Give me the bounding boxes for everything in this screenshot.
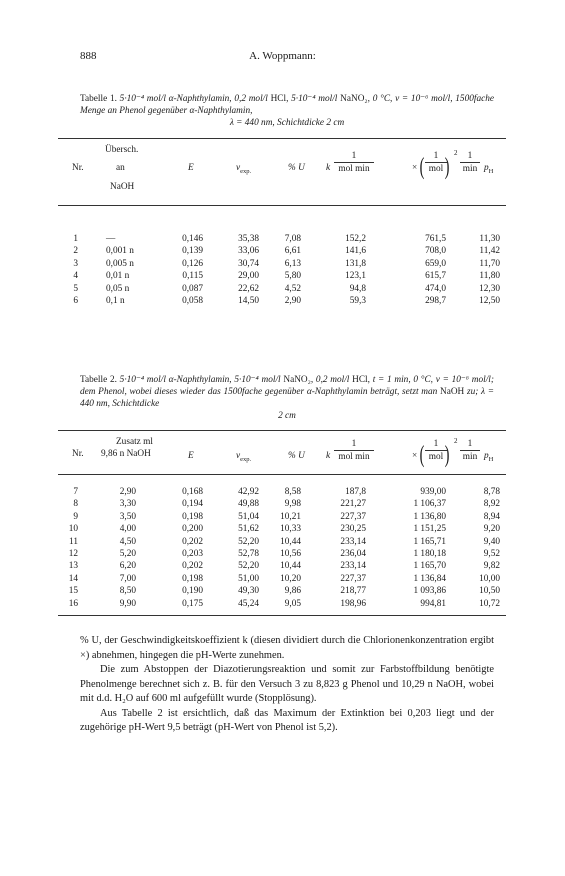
paren-right: ) [444, 442, 450, 468]
cell-ph: 11,70 [479, 258, 500, 269]
table2-caption [80, 374, 494, 422]
cell-uberschuss: — [106, 234, 116, 244]
col-u: % U [288, 451, 305, 461]
cell-nr: 11 [69, 536, 78, 547]
cell-ph: 10,72 [479, 598, 500, 609]
cell-zusatz: 2,90 [119, 487, 136, 497]
caption-text: 0 °C, v = 10⁻⁶ mol/l, 1500fache Menge an Phenol gegenüber α-Naphthylamin, [80, 94, 494, 116]
col-u: % U [288, 163, 305, 173]
col-nr: Nr. [72, 449, 84, 459]
cell-u: 10,44 [280, 536, 301, 547]
cell-k: 94,8 [349, 283, 366, 294]
cell-kappa: 994,81 [420, 598, 446, 609]
caption-text: t = 1 min, 0 °C, v = 10⁻⁶ mol/l; dem Phenol, wobei dieses wieder das 1500fache [80, 375, 494, 397]
frac-numerator: 1 [467, 439, 473, 449]
cell-kappa: 1 136,80 [413, 511, 446, 522]
cell-u: 6,61 [284, 246, 301, 257]
cell-vexp: 14,50 [238, 296, 259, 306]
cell-k: 123,1 [345, 271, 366, 282]
paragraph-1: % U, der Geschwindigkeitskoeffizient k (diesen dividiert durch die Chlorionenkonzentration ergibt ×) abnehmen, hingegen die pH-Werte zunehmen. [80, 635, 494, 661]
cell-nr: 4 [73, 271, 78, 282]
cell-nr: 8 [73, 499, 78, 510]
table2-top-rule [58, 430, 506, 431]
body-text [80, 634, 494, 736]
frac-numerator: 1 [433, 439, 439, 449]
paren-left: ( [419, 154, 425, 180]
cell-nr: 10 [68, 524, 78, 535]
cell-u: 7,08 [284, 234, 301, 244]
cell-e: 0,058 [182, 296, 203, 306]
ph-p: p [484, 163, 489, 173]
cell-ph: 9,52 [483, 549, 500, 559]
cell-kappa: 761,5 [425, 234, 446, 244]
cell-vexp: 52,20 [238, 561, 259, 572]
cell-zusatz: 8,50 [119, 586, 136, 597]
cell-k: 59,3 [349, 296, 366, 306]
cell-k: 131,8 [345, 258, 366, 269]
caption-text: HCl, [267, 94, 292, 104]
cell-u: 4,52 [284, 283, 301, 294]
cell-kappa: 1 165,70 [413, 561, 446, 572]
cell-vexp: 49,30 [238, 586, 259, 597]
table1-caption [80, 93, 494, 129]
cell-e: 0,126 [182, 258, 203, 269]
cell-vexp: 29,00 [238, 271, 259, 282]
col-zusatz-1: Zusatz ml [116, 437, 153, 447]
cell-zusatz: 9,90 [119, 598, 136, 609]
cell-kappa: 659,0 [425, 258, 446, 269]
frac-denominator: min [462, 164, 478, 174]
cell-ph: 8,78 [483, 487, 500, 497]
v-symbol: v [236, 451, 241, 461]
cell-nr: 1 [73, 234, 78, 244]
cell-k: 227,37 [340, 511, 366, 522]
col-e: E [188, 163, 194, 173]
col-k: k [326, 451, 331, 461]
col-uber-3: NaOH [110, 182, 135, 192]
caption-text: NaNO₂, [280, 375, 316, 385]
caption-text: 0,2 mol/l [315, 375, 350, 385]
cell-kappa: 708,0 [425, 246, 446, 257]
cell-kappa: 939,00 [420, 487, 446, 497]
caption-text: 5·10⁻⁴ mol/l α-Naphthylamin, 0,2 mol/l [119, 94, 268, 104]
cell-ph: 9,82 [483, 561, 500, 572]
cell-ph: 11,80 [479, 271, 500, 282]
cell-e: 0,139 [182, 246, 203, 257]
time-unit-fraction [460, 151, 480, 174]
cell-kappa: 298,7 [425, 296, 446, 306]
paragraph-3: Aus Tabelle 2 ist ersichtlich, daß das Maximum der Extinktion bei 0,203 liegt und der zugehörige pH-Wert 9,5 beträgt (pH-Wert von Phenol ist 5,2). [80, 707, 494, 733]
cell-e: 0,087 [182, 283, 203, 294]
cell-ph: 8,92 [483, 499, 500, 510]
cell-nr: 7 [73, 487, 78, 497]
cell-u: 9,98 [284, 499, 301, 510]
caption-text: 5·10⁻⁴ mol/l [291, 94, 338, 104]
cell-ph: 10,50 [479, 586, 500, 597]
cell-nr: 5 [73, 283, 78, 294]
cell-nr: 2 [73, 246, 78, 257]
col-k: k [326, 163, 331, 173]
cell-vexp: 22,62 [238, 283, 259, 294]
cell-k: 198,96 [340, 598, 366, 609]
caption-text: 2 cm [278, 411, 296, 421]
cell-u: 9,05 [284, 598, 301, 609]
cell-uberschuss: 0,005 n [106, 258, 134, 269]
ph-p: p [484, 451, 489, 461]
cell-u: 5,80 [284, 271, 301, 282]
frac-numerator: 1 [433, 151, 439, 161]
v-symbol: v [236, 163, 241, 173]
col-ph [484, 451, 493, 463]
cell-k: 230,25 [340, 524, 366, 535]
cell-k: 236,04 [340, 549, 366, 559]
cell-e: 0,200 [182, 524, 203, 535]
cell-uberschuss: 0,05 n [106, 283, 130, 294]
table2-bottom-rule [58, 615, 506, 616]
cell-zusatz: 3,50 [119, 511, 136, 522]
ph-subscript: H [488, 167, 494, 175]
table2-header-rule [58, 474, 506, 475]
cell-vexp: 35,38 [238, 234, 259, 244]
frac-numerator: 1 [351, 151, 357, 161]
cell-vexp: 51,62 [238, 524, 259, 535]
cell-ph: 11,42 [479, 246, 500, 257]
table1-top-rule [58, 138, 506, 139]
k-unit-fraction [334, 151, 374, 174]
paragraph-2: Die zum Abstoppen der Diazotierungsreaktion und somit zur Farbstoffbildung benötigte Phenolmenge berechnet sich z. B. für den Versuch 3 zu 8,823 g Phenol und 10,29 n NaOH, wobei mit d.d. H₂O auf 600 ml aufgefüllt wurde (Stopplösung). [80, 664, 494, 704]
cell-zusatz: 7,00 [119, 573, 136, 584]
cell-ph: 9,40 [483, 536, 500, 547]
frac-denominator: mol [428, 452, 444, 462]
cell-k: 218,77 [340, 586, 366, 597]
cell-kappa: 1 180,18 [413, 549, 446, 559]
table1-header-rule [58, 205, 506, 206]
cell-e: 0,168 [182, 487, 203, 497]
cell-ph: 11,30 [479, 234, 500, 244]
caption-text: λ = 440 nm, Schichtdicke 2 cm [229, 118, 345, 128]
cell-u: 10,20 [280, 573, 301, 584]
k-unit-fraction [334, 439, 374, 462]
frac-line [334, 450, 374, 451]
cell-kappa: 1 106,37 [413, 499, 446, 510]
cell-k: 221,27 [340, 499, 366, 510]
cell-vexp: 33,06 [238, 246, 259, 257]
cell-u: 10,56 [280, 549, 301, 559]
frac-line [334, 162, 374, 163]
cell-vexp: 30,74 [238, 258, 259, 269]
cell-e: 0,115 [182, 271, 203, 282]
cell-u: 8,58 [284, 487, 301, 497]
frac-numerator: 1 [351, 439, 357, 449]
frac-line [460, 450, 480, 451]
cell-u: 2,90 [284, 296, 301, 306]
cell-nr: 15 [68, 586, 78, 597]
col-vexp [236, 451, 251, 463]
caption-text: gegenüber α-Naphthylamin beträgt, setzt man [264, 387, 438, 397]
cell-k: 233,14 [340, 561, 366, 572]
cell-e: 0,198 [182, 511, 203, 522]
frac-denominator: mol min [338, 452, 370, 462]
cell-ph: 10,00 [479, 573, 500, 584]
caption-text: NaNO₂, [337, 94, 370, 104]
cell-u: 10,44 [280, 561, 301, 572]
cell-uberschuss: 0,001 n [106, 246, 134, 257]
cell-e: 0,190 [182, 586, 203, 597]
caption-label: Tabelle 2. [80, 375, 120, 385]
frac-denominator: mol [428, 164, 444, 174]
cell-uberschuss: 0,01 n [106, 271, 130, 282]
exponent: 2 [454, 149, 458, 157]
frac-line [460, 162, 480, 163]
frac-denominator: mol min [338, 164, 370, 174]
cell-uberschuss: 0,1 n [106, 296, 125, 306]
cell-zusatz: 3,30 [119, 499, 136, 510]
col-zusatz-2: 9,86 n NaOH [101, 449, 151, 459]
v-subscript: exp. [240, 455, 252, 463]
cell-u: 6,13 [284, 258, 301, 269]
cell-vexp: 45,24 [238, 598, 259, 609]
col-kappa: × [412, 451, 418, 461]
cell-nr: 13 [68, 561, 78, 572]
col-ph [484, 163, 493, 175]
cell-kappa: 1 136,84 [413, 573, 446, 584]
cell-zusatz: 6,20 [119, 561, 136, 572]
cell-zusatz: 4,00 [119, 524, 136, 535]
cell-k: 152,2 [345, 234, 366, 244]
time-unit-fraction [460, 439, 480, 462]
page-header [0, 50, 565, 66]
cell-kappa: 1 151,25 [413, 524, 446, 535]
caption-label: Tabelle 1. [80, 94, 120, 104]
col-uber-1: Übersch. [105, 145, 139, 155]
cell-e: 0,175 [182, 598, 203, 609]
cell-k: 227,37 [340, 573, 366, 584]
col-kappa: × [412, 163, 418, 173]
page-number: 888 [80, 50, 97, 62]
cell-vexp: 52,20 [238, 536, 259, 547]
cell-ph: 8,94 [483, 511, 500, 522]
cell-kappa: 1 165,71 [413, 536, 446, 547]
caption-text: zu; λ = 440 nm, Schichtdicke [80, 387, 495, 409]
col-vexp [236, 163, 251, 175]
frac-numerator: 1 [467, 151, 473, 161]
cell-e: 0,198 [182, 573, 203, 584]
cell-nr: 9 [73, 511, 78, 522]
cell-ph: 9,20 [483, 524, 500, 535]
cell-vexp: 42,92 [238, 487, 259, 497]
cell-vexp: 51,00 [238, 573, 259, 584]
cell-u: 10,33 [280, 524, 301, 535]
cell-nr: 12 [68, 549, 78, 559]
cell-e: 0,146 [182, 234, 203, 244]
cell-u: 10,21 [280, 511, 301, 522]
col-e: E [188, 451, 194, 461]
paren-left: ( [419, 442, 425, 468]
cell-k: 187,8 [345, 487, 366, 497]
running-title: A. Woppmann: [249, 50, 316, 62]
cell-e: 0,203 [182, 549, 203, 559]
exponent: 2 [454, 437, 458, 445]
cell-k: 233,14 [340, 536, 366, 547]
cell-e: 0,194 [182, 499, 203, 510]
cell-e: 0,202 [182, 536, 203, 547]
caption-text: NaOH [437, 387, 467, 397]
cell-ph: 12,30 [479, 283, 500, 294]
col-uber-2: an [116, 163, 125, 173]
cell-e: 0,202 [182, 561, 203, 572]
cell-zusatz: 5,20 [119, 549, 136, 559]
cell-vexp: 51,04 [238, 511, 259, 522]
v-subscript: exp. [240, 167, 252, 175]
cell-kappa: 474,0 [425, 283, 446, 294]
col-nr: Nr. [72, 163, 84, 173]
frac-denominator: min [462, 452, 478, 462]
cell-nr: 14 [68, 573, 78, 584]
cell-ph: 12,50 [479, 296, 500, 306]
cell-k: 141,6 [345, 246, 366, 257]
cell-vexp: 52,78 [238, 549, 259, 559]
caption-text: HCl, [349, 375, 370, 385]
cell-zusatz: 4,50 [119, 536, 136, 547]
cell-vexp: 49,88 [238, 499, 259, 510]
cell-nr: 16 [68, 598, 78, 609]
cell-nr: 3 [73, 258, 78, 269]
cell-u: 9,86 [284, 586, 301, 597]
cell-nr: 6 [73, 296, 78, 306]
cell-kappa: 615,7 [425, 271, 446, 282]
paren-right: ) [444, 154, 450, 180]
ph-subscript: H [488, 455, 494, 463]
cell-kappa: 1 093,86 [413, 586, 446, 597]
caption-text: 5·10⁻⁴ mol/l α-Naphthylamin, 5·10⁻⁴ mol/l [119, 375, 281, 385]
